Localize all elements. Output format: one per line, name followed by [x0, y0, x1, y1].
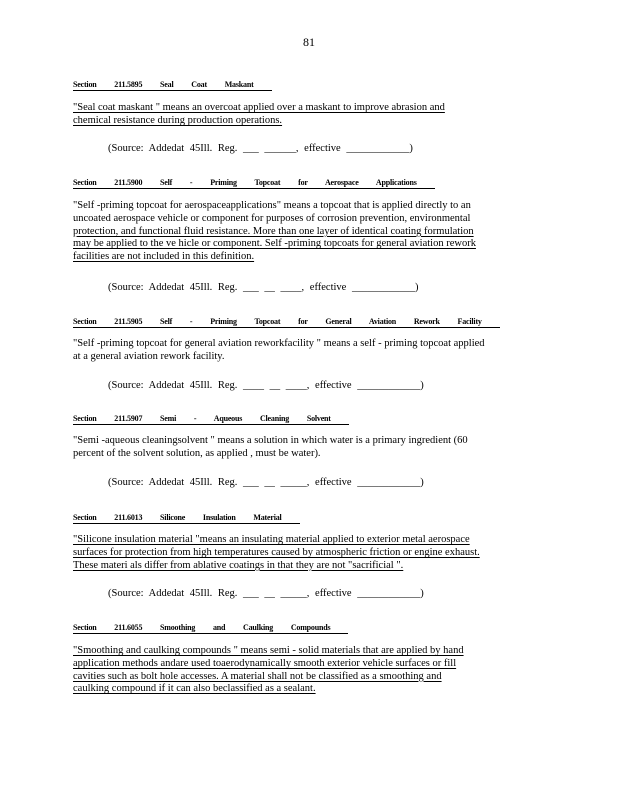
section-heading-text: Section 211.6013 Silicone Insulation Material	[73, 513, 300, 524]
body-line: "Self -priming topcoat for general aviation reworkfacility " means a self - priming topcoat applied	[73, 338, 485, 349]
section-heading	[73, 617, 538, 635]
section-heading	[73, 408, 538, 426]
body-line: at a general aviation rework facility.	[73, 350, 225, 362]
body-line: caulking compound if it can also beclassified as a sealant.	[73, 683, 316, 695]
body-line: application methods andare used toaerodynamically smooth exterior vehicle surfaces or fill	[73, 657, 457, 669]
body-line: "Seal coat maskant " means an overcoat applied over a maskant to improve abrasion and	[73, 102, 445, 113]
source-note: (Source: Addedat 45Ill. Reg. ___ __ _____, effective ____________)	[108, 477, 424, 488]
section-body	[73, 102, 538, 128]
section-heading	[73, 172, 538, 190]
section-heading-text: Section 211.5907 Semi - Aqueous Cleaning Solvent	[73, 414, 349, 425]
section-body	[73, 200, 538, 264]
section-heading-text: Section 211.5905 Self - Priming Topcoat for General Aviation Rework Facility	[73, 317, 500, 328]
body-line: "Silicone insulation material "means an insulating material applied to exterior metal aerospace	[73, 534, 470, 545]
section-heading-text: Section 211.6055 Smoothing and Caulking Compounds	[73, 623, 348, 634]
section-body	[73, 338, 538, 364]
body-line: "Semi -aqueous cleaningsolvent " means a solution in which water is a primary ingredient (60	[73, 435, 468, 446]
section-heading-text: Section 211.5895 Seal Coat Maskant	[73, 80, 272, 91]
section-body	[73, 534, 538, 572]
section-body	[73, 645, 538, 696]
source-note: (Source: Addedat 45Ill. Reg. ____ __ ____, effective ____________)	[108, 380, 424, 391]
section-heading-text: Section 211.5900 Self - Priming Topcoat for Aerospace Applications	[73, 178, 435, 189]
section-heading	[73, 74, 538, 92]
section-heading	[73, 311, 538, 329]
source-note: (Source: Addedat 45Ill. Reg. ___ ______, effective ____________)	[108, 143, 413, 154]
body-line: uncoated aerospace vehicle or component for purposes of corrosion prevention, environmental	[73, 212, 471, 224]
body-line: may be applied to the ve hicle or component. Self -priming topcoats for general aviation rework	[73, 238, 476, 250]
section-body	[73, 435, 538, 461]
source-note: (Source: Addedat 45Ill. Reg. ___ __ ____, effective ____________)	[108, 282, 419, 293]
body-line: cavities such as bolt hole accesses. A material shall not be classified as a smoothing and	[73, 670, 442, 682]
body-line: These materi als differ from ablative coatings in that they are not "sacrificial ".	[73, 559, 404, 571]
body-line: "Smoothing and caulking compounds " means semi - solid materials that are applied by hand	[73, 645, 464, 656]
body-line: percent of the solvent solution, as applied , must be water).	[73, 447, 321, 459]
body-line: protection, and functional fluid resistance. More than one layer of identical coating formulation	[73, 225, 474, 237]
source-note: (Source: Addedat 45Ill. Reg. ___ __ _____, effective ____________)	[108, 588, 424, 599]
body-line: surfaces for protection from high temperatures caused by atmospheric friction or engine exhaust.	[73, 546, 480, 558]
page-number: 81	[303, 35, 315, 49]
body-line: facilities are not included in this definition.	[73, 251, 255, 263]
body-line: chemical resistance during production operations.	[73, 114, 283, 126]
section-heading	[73, 507, 538, 525]
body-line: "Self -priming topcoat for aerospaceapplications" means a topcoat that is applied directly to an	[73, 200, 471, 211]
